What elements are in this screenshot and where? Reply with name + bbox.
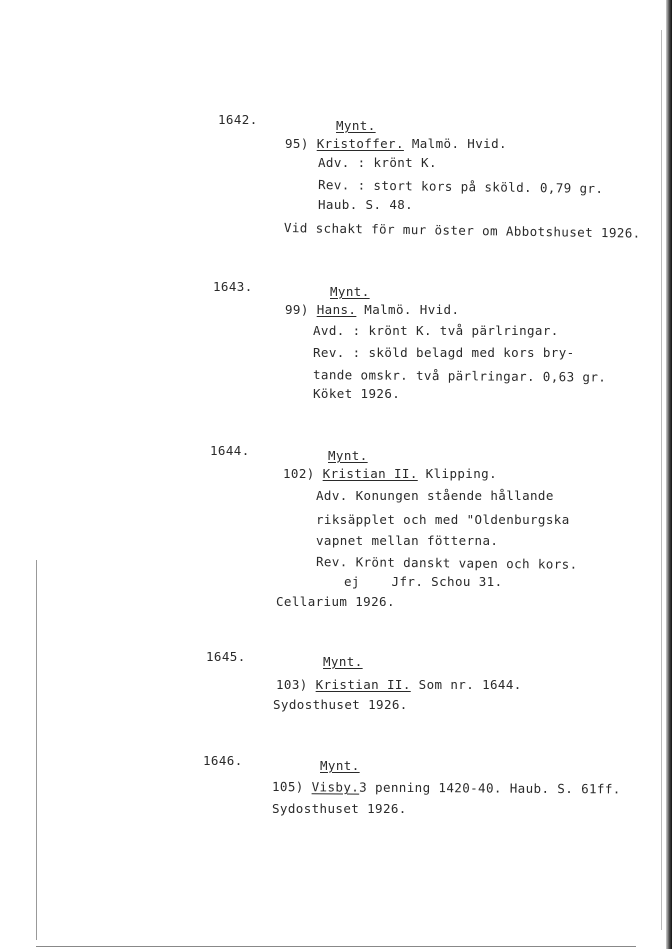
ruler-name: Hans. <box>316 302 357 317</box>
entry-line: Rev. Krönt danskt vapen och kors. <box>315 554 578 572</box>
entry-find: Cellarium 1926. <box>276 594 395 609</box>
entry-heading: Mynt. <box>323 654 363 669</box>
entry-line: Adv. Konungen stående hållande <box>316 488 554 503</box>
page-edge-shadow <box>666 0 672 949</box>
entry-number: 1642. <box>218 112 258 127</box>
page-left-edge <box>36 560 37 940</box>
ruler-name: Kristoffer. <box>316 136 404 151</box>
entry-line: Avd. : krönt K. två pärlringar. <box>313 323 559 338</box>
entry-ref: 95) <box>285 136 309 151</box>
entry-line: Adv. : krönt K. <box>318 155 437 170</box>
entry-line: Haub. S. 48. <box>318 197 414 212</box>
entry-heading: Mynt. <box>330 284 370 299</box>
entry-title <box>285 302 459 318</box>
entry-find: Vid schakt för mur öster om Abbotshuset 1926. <box>283 220 641 241</box>
entry-ref: 103) <box>276 677 308 692</box>
entry-line: vapnet mellan fötterna. <box>316 533 499 548</box>
entry-ref: 105) <box>271 779 304 795</box>
entry-line: tande omskr. två pärlringar. 0,63 gr. <box>312 367 607 385</box>
entry-heading: Mynt. <box>320 758 360 773</box>
entry-title <box>285 136 507 152</box>
entry-find: Sydosthuset 1926. <box>272 801 407 816</box>
entry-title-rest: Som nr. 1644. <box>410 677 522 692</box>
entry-heading: Mynt. <box>328 448 368 463</box>
entry-title-rest: Malmö. Hvid. <box>356 302 460 317</box>
ruler-name: Kristian II. <box>315 677 411 692</box>
entry-line: riksäpplet och med "Oldenburgska <box>316 512 570 527</box>
entry-title <box>272 779 621 797</box>
entry-title <box>276 677 522 693</box>
entry-ref: 99) <box>285 302 309 317</box>
page-edge-line <box>661 30 662 930</box>
ruler-name: Visby. <box>311 779 360 795</box>
entry-line: Rev. : sköld belagd med kors bry- <box>313 345 575 360</box>
entry-title-rest: Malmö. Hvid. <box>403 136 507 151</box>
entry-line: Rev. : stort kors på sköld. 0,79 gr. <box>317 177 604 196</box>
entry-number: 1644. <box>210 443 250 458</box>
ruler-name: Kristian II. <box>322 466 418 481</box>
entry-title-rest: Klipping. <box>417 466 498 481</box>
entry-ref: 102) <box>283 466 315 481</box>
entry-number: 1646. <box>203 753 243 768</box>
entry-title-rest: 3 penning 1420-40. Haub. S. 61ff. <box>359 779 621 797</box>
entry-find: Köket 1926. <box>313 386 401 401</box>
entry-find: Sydosthuset 1926. <box>273 697 408 712</box>
entry-number: 1643. <box>213 279 253 294</box>
entry-line: ej Jfr. Schou 31. <box>344 574 503 589</box>
entry-heading: Mynt. <box>336 118 376 133</box>
page-bottom-edge <box>36 946 636 947</box>
entry-title <box>283 466 497 482</box>
entry-number: 1645. <box>206 649 246 664</box>
